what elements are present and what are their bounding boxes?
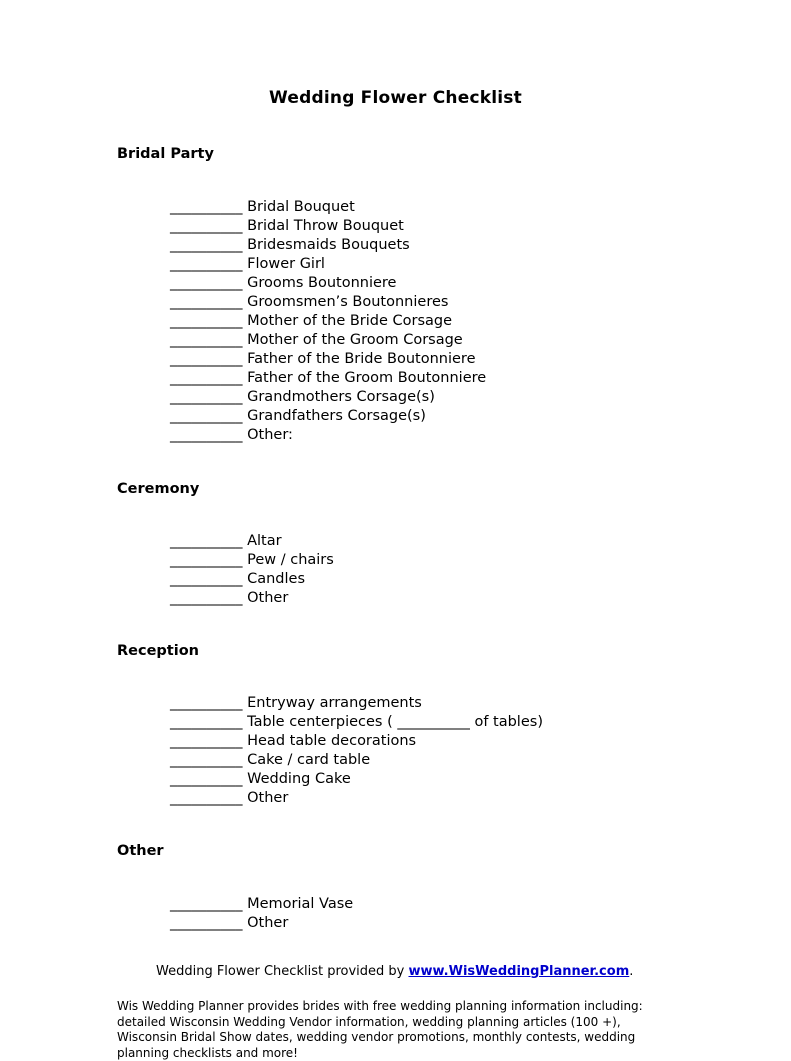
blank-line[interactable]: __________: [170, 256, 243, 272]
list-item-label: Grandmothers Corsage(s): [247, 389, 435, 405]
page-title: Wedding Flower Checklist: [269, 88, 522, 108]
spacer: [0, 497, 791, 532]
list-item-label: Grooms Boutonniere: [247, 275, 397, 291]
blank-line[interactable]: __________: [170, 552, 243, 568]
list-item[interactable]: [170, 789, 791, 808]
blank-line[interactable]: __________: [170, 408, 243, 424]
spacer: [0, 808, 791, 843]
list-item[interactable]: [170, 293, 791, 312]
blank-line[interactable]: __________: [170, 752, 243, 768]
list-item-label: Flower Girl: [247, 256, 325, 272]
blank-line[interactable]: __________: [170, 370, 243, 386]
list-item-label: Other: [247, 915, 289, 931]
list-item[interactable]: [170, 331, 791, 350]
section-heading-reception: Reception: [117, 643, 199, 659]
list-item-label: Memorial Vase: [247, 896, 354, 912]
blank-line[interactable]: __________: [170, 590, 243, 606]
list-item[interactable]: [170, 694, 791, 713]
list-item-label: Entryway arrangements: [247, 695, 422, 711]
blank-line[interactable]: __________: [170, 714, 243, 730]
list-item-label: Table centerpieces ( __________ of tables): [247, 714, 543, 730]
list-item-label: Other: [247, 590, 289, 606]
list-item[interactable]: [170, 236, 791, 255]
blank-line[interactable]: __________: [170, 218, 243, 234]
credit-suffix: .: [629, 964, 634, 979]
list-item-label: Mother of the Bride Corsage: [247, 313, 453, 329]
credit-prefix: Wedding Flower Checklist provided by: [156, 964, 409, 979]
list-item-label: Father of the Bride Boutonniere: [247, 351, 476, 367]
blank-line[interactable]: __________: [170, 332, 243, 348]
list-item[interactable]: [170, 217, 791, 236]
blank-line[interactable]: __________: [170, 915, 243, 931]
spacer: [0, 608, 791, 643]
list-item[interactable]: [170, 914, 791, 933]
blank-line[interactable]: __________: [170, 294, 243, 310]
list-item-label: Pew / chairs: [247, 552, 334, 568]
checklist-bridal-party: [0, 198, 791, 445]
blank-line[interactable]: __________: [170, 237, 243, 253]
section-reception: [0, 643, 791, 808]
blank-line[interactable]: __________: [170, 389, 243, 405]
list-item-label: Grandfathers Corsage(s): [247, 408, 426, 424]
list-item[interactable]: [170, 198, 791, 217]
list-item-label: Bridal Bouquet: [247, 199, 355, 215]
blank-line[interactable]: __________: [170, 790, 243, 806]
list-item-label: Bridal Throw Bouquet: [247, 218, 404, 234]
blank-line[interactable]: __________: [170, 533, 243, 549]
title-spacer: [0, 108, 791, 146]
section-ceremony: [0, 481, 791, 608]
section-heading-ceremony: Ceremony: [117, 481, 200, 497]
blank-line[interactable]: __________: [170, 571, 243, 587]
list-item[interactable]: [170, 369, 791, 388]
section-heading-bridal-party: Bridal Party: [117, 146, 214, 162]
list-item[interactable]: [170, 589, 791, 608]
wisweddingplanner-link[interactable]: www.WisWeddingPlanner.com: [408, 964, 630, 979]
spacer: [0, 659, 791, 694]
list-item-label: Head table decorations: [247, 733, 417, 749]
list-item[interactable]: [170, 255, 791, 274]
checklist-ceremony: [0, 532, 791, 608]
list-item[interactable]: [170, 312, 791, 331]
blank-line[interactable]: __________: [170, 427, 243, 443]
spacer: [0, 445, 791, 481]
list-item[interactable]: [170, 350, 791, 369]
blank-line[interactable]: __________: [170, 771, 243, 787]
list-item[interactable]: [170, 751, 791, 770]
section-bridal-party: [0, 146, 791, 445]
list-item[interactable]: [170, 407, 791, 426]
list-item-label: Bridesmaids Bouquets: [247, 237, 410, 253]
list-item[interactable]: [170, 732, 791, 751]
spacer: [0, 162, 791, 198]
list-item[interactable]: [170, 713, 791, 732]
list-item[interactable]: [170, 570, 791, 589]
list-item-label: Cake / card table: [247, 752, 371, 768]
list-item-label: Other:: [247, 427, 293, 443]
list-item[interactable]: [170, 532, 791, 551]
footer-blurb: Wis Wedding Planner provides brides with free wedding planning information including: detailed Wisconsin Wedding Vendor information, wedding planning articles (100 +), Wisconsin Bridal Show dates, wedding vendor promotions, monthly contests, wedding planning checklists and more!: [117, 999, 643, 1060]
blank-line[interactable]: __________: [170, 199, 243, 215]
credit-line: [0, 964, 791, 979]
blank-line[interactable]: __________: [170, 733, 243, 749]
blank-line[interactable]: __________: [170, 275, 243, 291]
list-item-label: Altar: [247, 533, 282, 549]
list-item[interactable]: [170, 551, 791, 570]
list-item[interactable]: [170, 770, 791, 789]
section-other: [0, 843, 791, 933]
list-item-label: Candles: [247, 571, 306, 587]
blank-line[interactable]: __________: [170, 313, 243, 329]
list-item-label: Other: [247, 790, 289, 806]
blank-line[interactable]: __________: [170, 695, 243, 711]
list-item[interactable]: [170, 274, 791, 293]
checklist-other: [0, 895, 791, 933]
list-item[interactable]: [170, 388, 791, 407]
blank-line[interactable]: __________: [170, 896, 243, 912]
spacer: [0, 859, 791, 895]
list-item-label: Father of the Groom Boutonniere: [247, 370, 487, 386]
list-item-label: Groomsmen’s Boutonnieres: [247, 294, 449, 310]
section-heading-other: Other: [117, 843, 164, 859]
list-item[interactable]: [170, 426, 791, 445]
list-item-label: Wedding Cake: [247, 771, 351, 787]
list-item[interactable]: [170, 895, 791, 914]
checklist-reception: [0, 694, 791, 808]
list-item-label: Mother of the Groom Corsage: [247, 332, 463, 348]
blank-line[interactable]: __________: [170, 351, 243, 367]
